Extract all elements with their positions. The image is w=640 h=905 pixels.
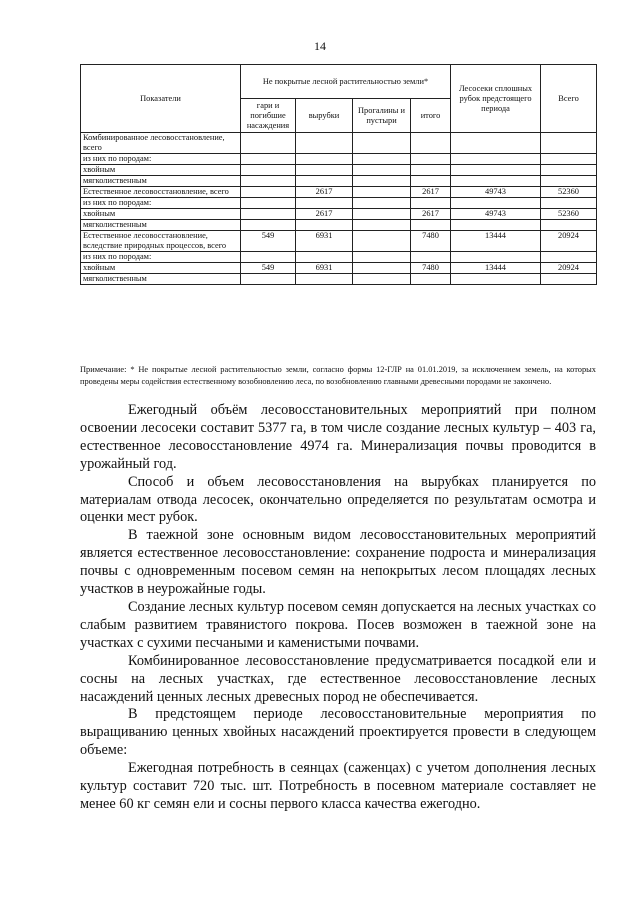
- cell-burned: [241, 133, 296, 154]
- cell-subtotal: [411, 252, 451, 263]
- header-cutting-areas: Лесосеки сплошных рубок предстоящего периода: [451, 65, 541, 133]
- row-label: Естественное лесовосстановление, всего: [81, 187, 241, 198]
- cell-burned: [241, 198, 296, 209]
- cell-burned: [241, 187, 296, 198]
- header-indicators: Показатели: [81, 65, 241, 133]
- cell-cutting-areas: [451, 198, 541, 209]
- cell-subtotal: [411, 165, 451, 176]
- cell-cutting-areas: 13444: [451, 231, 541, 252]
- cell-subtotal: [411, 198, 451, 209]
- cell-cutting-areas: [451, 176, 541, 187]
- cell-clearings: 6931: [296, 231, 353, 252]
- cell-total: 20924: [541, 231, 597, 252]
- paragraph: В предстоящем периоде лесовосстановительные мероприятия по выращиванию ценных хвойных насаждений проектируется провести в следующем объеме:: [80, 706, 596, 759]
- cell-subtotal: 7480: [411, 263, 451, 274]
- reforestation-table: [80, 64, 597, 285]
- header-clearings: вырубки: [296, 99, 353, 133]
- body-text: [80, 402, 596, 814]
- cell-burned: [241, 274, 296, 285]
- row-label: Естественное лесовосстановление, вследствие природных процессов, всего: [81, 231, 241, 252]
- header-total: Всего: [541, 65, 597, 133]
- cell-total: [541, 133, 597, 154]
- header-not-covered: Не покрытые лесной растительностью земли*: [241, 65, 451, 99]
- row-label: из них по породам:: [81, 252, 241, 263]
- cell-cutting-areas: 49743: [451, 209, 541, 220]
- row-label: хвойным: [81, 263, 241, 274]
- table-row: [81, 154, 597, 165]
- table-note: Примечание: * Не покрытые лесной растительностью земли, согласно формы 12-ГЛР на 01.01.2019, за исключением земель, на которых проведены меры содействия естественному возобновлению леса, по возобновлению главными древесными породами не закончено.: [80, 365, 596, 387]
- cell-cutting-areas: [451, 133, 541, 154]
- header-burned: гари и погибшие насаждения: [241, 99, 296, 133]
- row-label: мягколиственным: [81, 220, 241, 231]
- row-label: хвойным: [81, 209, 241, 220]
- cell-total: [541, 252, 597, 263]
- cell-cutting-areas: 49743: [451, 187, 541, 198]
- cell-cutting-areas: 13444: [451, 263, 541, 274]
- table-row: [81, 165, 597, 176]
- cell-subtotal: [411, 176, 451, 187]
- table-row: [81, 133, 597, 154]
- header-subtotal: итого: [411, 99, 451, 133]
- row-label: мягколиственным: [81, 274, 241, 285]
- table-row: [81, 220, 597, 231]
- cell-subtotal: [411, 133, 451, 154]
- cell-clearings: [296, 165, 353, 176]
- paragraph: Способ и объем лесовосстановления на вырубках планируется по материалам отвода лесосек, окончательно определяется по результатам осмотра и оценки мест рубок.: [80, 473, 596, 526]
- cell-burned: [241, 209, 296, 220]
- cell-clearings: [296, 133, 353, 154]
- cell-glades: [353, 176, 411, 187]
- cell-glades: [353, 198, 411, 209]
- cell-glades: [353, 187, 411, 198]
- cell-total: [541, 154, 597, 165]
- cell-total: [541, 220, 597, 231]
- cell-total: [541, 274, 597, 285]
- cell-cutting-areas: [451, 274, 541, 285]
- cell-total: [541, 176, 597, 187]
- cell-glades: [353, 165, 411, 176]
- cell-subtotal: [411, 154, 451, 165]
- cell-cutting-areas: [451, 220, 541, 231]
- cell-glades: [353, 220, 411, 231]
- paragraph: В таежной зоне основным видом лесовосстановительных мероприятий является естественное лесовосстановление: сохранение подроста и минерализация почвы с одновременным посевом семян на непокрытых лесом площадях лесных участков в неурожайные годы.: [80, 527, 596, 598]
- cell-burned: 549: [241, 263, 296, 274]
- header-glades: Прогалины и пустыри: [353, 99, 411, 133]
- cell-burned: [241, 154, 296, 165]
- cell-clearings: 2617: [296, 187, 353, 198]
- cell-cutting-areas: [451, 154, 541, 165]
- paragraph: Ежегодный объём лесовосстановительных мероприятий при полном освоении лесосеки составит 5377 га, в том числе создание лесных культур – 403 га, естественное лесовосстановление 4974 га. Минерализация почвы проводится в урожайный год.: [80, 402, 596, 472]
- row-label: из них по породам:: [81, 198, 241, 209]
- cell-clearings: [296, 176, 353, 187]
- cell-burned: [241, 252, 296, 263]
- cell-cutting-areas: [451, 252, 541, 263]
- cell-subtotal: 7480: [411, 231, 451, 252]
- cell-clearings: 6931: [296, 263, 353, 274]
- cell-subtotal: 2617: [411, 187, 451, 198]
- paragraph: Комбинированное лесовосстановление предусматривается посадкой ели и сосны на лесных участках, где естественное лесовосстановление лесных насаждений ценных лесных древесных пород не обеспечивается.: [80, 652, 596, 705]
- cell-glades: [353, 252, 411, 263]
- cell-subtotal: [411, 220, 451, 231]
- cell-burned: [241, 220, 296, 231]
- cell-clearings: [296, 252, 353, 263]
- page-number: 14: [314, 39, 326, 53]
- row-label: мягколиственным: [81, 176, 241, 187]
- cell-clearings: [296, 220, 353, 231]
- table-row: [81, 187, 597, 198]
- cell-total: [541, 165, 597, 176]
- cell-glades: [353, 209, 411, 220]
- cell-burned: [241, 165, 296, 176]
- paragraph: Создание лесных культур посевом семян допускается на лесных участках со слабым развитием травянистого покрова. Посев возможен в таежной зоне на участках с сухими песчаными и каменистыми почвами.: [80, 598, 596, 651]
- table-row: [81, 176, 597, 187]
- table-row: [81, 263, 597, 274]
- row-label: хвойным: [81, 165, 241, 176]
- cell-clearings: 2617: [296, 209, 353, 220]
- cell-subtotal: [411, 274, 451, 285]
- cell-glades: [353, 231, 411, 252]
- cell-total: 52360: [541, 187, 597, 198]
- cell-clearings: [296, 154, 353, 165]
- cell-total: 20924: [541, 263, 597, 274]
- row-label: из них по породам:: [81, 154, 241, 165]
- cell-cutting-areas: [451, 165, 541, 176]
- row-label: Комбинированное лесовосстановление, всего: [81, 133, 241, 154]
- table-row: [81, 198, 597, 209]
- cell-subtotal: 2617: [411, 209, 451, 220]
- cell-total: [541, 198, 597, 209]
- table-row: [81, 252, 597, 263]
- cell-glades: [353, 263, 411, 274]
- cell-burned: [241, 176, 296, 187]
- cell-clearings: [296, 274, 353, 285]
- cell-total: 52360: [541, 209, 597, 220]
- table-row: [81, 274, 597, 285]
- cell-glades: [353, 133, 411, 154]
- cell-glades: [353, 274, 411, 285]
- cell-burned: 549: [241, 231, 296, 252]
- paragraph: Ежегодная потребность в сеянцах (саженцах) с учетом дополнения лесных культур составит 720 тыс. шт. Потребность в посевном материале составляет не менее 60 кг семян ели и сосны первого класса качества ежегодно.: [80, 760, 596, 812]
- table-row: [81, 231, 597, 252]
- cell-glades: [353, 154, 411, 165]
- table-row: [81, 209, 597, 220]
- cell-clearings: [296, 198, 353, 209]
